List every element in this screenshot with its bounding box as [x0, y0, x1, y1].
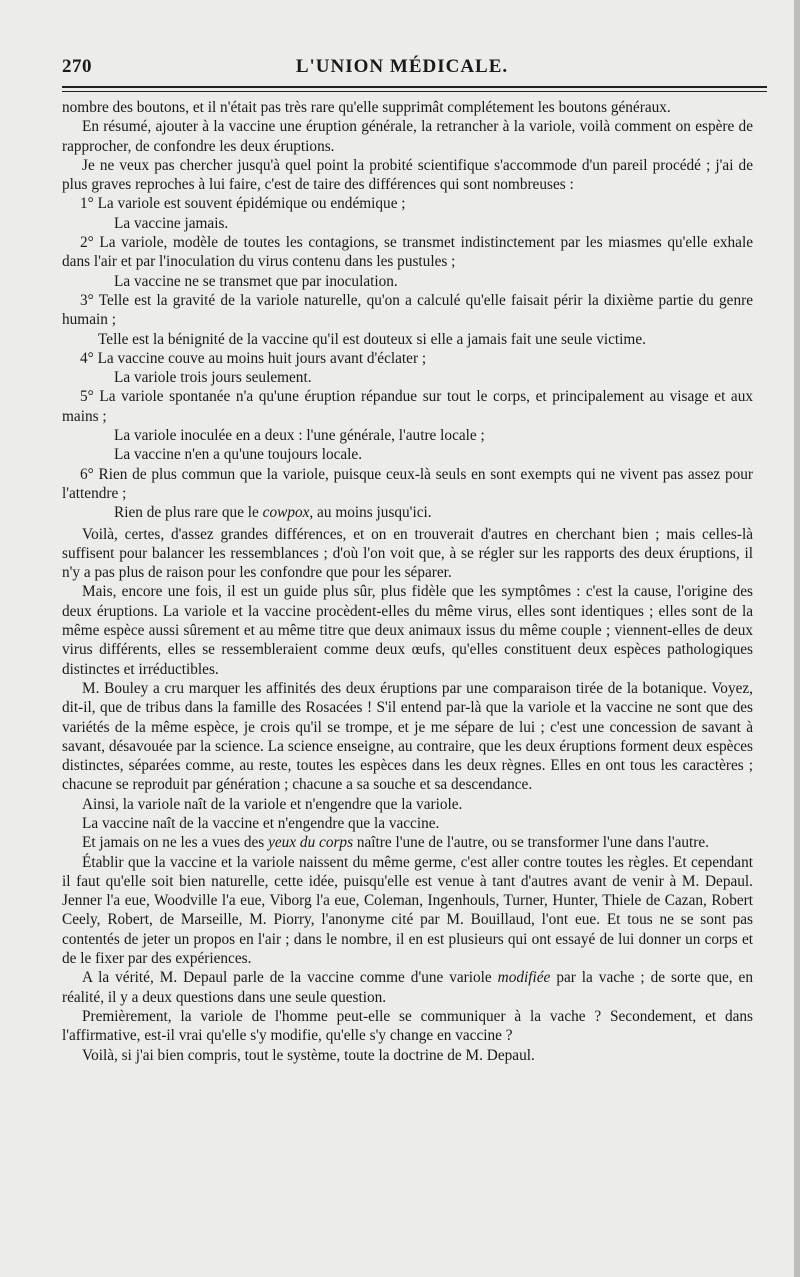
paragraph: Ainsi, la variole naît de la variole et n'engendre que la variole. [82, 795, 463, 813]
paragraph: La vaccine naît de la vaccine et n'engendre que la vaccine. [82, 814, 440, 832]
page-header [62, 52, 762, 82]
paragraph: Mais, encore une fois, il est un guide plus sûr, plus fidèle que les symptômes : c'est la cause, l'origine des deux éruptions. La variole et la vaccine procèdent-elles du même virus, elles sont identiques ; elles sont de la même espèce aussi sûrement et au même titre que deux animaux issus du même couple ; viennent-elles de deux virus différents, elles se ressembleraient comme deux œufs, qu'elles constituent deux espèces pathologiques distinctes et irréductibles. [62, 583, 753, 678]
page-edge [794, 0, 800, 1277]
list-item-counterpoint: La vaccine jamais. [114, 214, 229, 232]
cowpox-term: cowpox [262, 504, 310, 522]
modified-term: modifiée [497, 969, 551, 987]
modified-text-after: par la vache ; de sorte que, en réalité, il y a deux questions dans une seule question. [62, 969, 753, 1006]
paragraph: Premièrement, la variole de l'homme peut-elle se communiquer à la vache ? Secondement, et dans l'affirmative, est-il vrai qu'elle s'y modifie, qu'elle s'y change en vaccine ? [62, 1007, 753, 1045]
header-rule [62, 86, 767, 92]
paragraph [62, 968, 753, 1007]
list-item-counterpoint: La vaccine ne se transmet que par inoculation. [114, 272, 398, 290]
paragraph [62, 833, 753, 852]
list-item-counterpoint: La variole trois jours seulement. [114, 369, 312, 387]
list-item: 2° La variole, modèle de toutes les contagions, se transmet indistinctement par les miasmes qu'elle exhale dans l'air et par l'inoculation du virus contenu dans les pustules ; [62, 234, 753, 271]
paragraph: Voilà, certes, d'assez grandes différences, et on en trouverait d'autres en cherchant bien ; mais celles-là suffisent pour balancer les ressemblances ; d'où l'on voit que, à se régler sur les rapports des deux éruptions, il n'y a pas plus de raison pour les confondre que pour les séparer. [62, 525, 753, 582]
page-number: 270 [62, 56, 92, 77]
list-item: 4° La vaccine couve au moins huit jours avant d'éclater ; [80, 349, 427, 367]
list-item: 6° Rien de plus commun que la variole, puisque ceux-là seuls en sont exempts qui ne vivent pas assez pour l'attendre ; [62, 465, 753, 502]
paragraph: Voilà, si j'ai bien compris, tout le système, toute la doctrine de M. Depaul. [82, 1046, 535, 1064]
eyes-term: yeux du corps [268, 834, 354, 852]
cowpox-text-after: , au moins jusqu'ici. [309, 504, 432, 522]
paragraph: M. Bouley a cru marquer les affinités des deux éruptions par une comparaison tirée de la botanique. Voyez, dit-il, que de tribus dans la famille des Rosacées ! S'il entend par-là que la variole et la vaccine ne sont que des variétés de la même espèce, je crois qu'il se trompe, et je me sépare de lui ; c'est une concession de savant à savant, désavouée par la science. La science enseigne, au contraire, que les deux éruptions forment deux espèces distinctes, séparées comme, au reste, toutes les espèces dans les deux règnes. Elles en ont tous les caractères ; chacune se reproduit par génération ; chacune a sa souche et sa descendance. [62, 679, 753, 794]
eyes-text-before: Et jamais on ne les a vues des [82, 834, 269, 852]
eyes-text-after: naître l'une de l'autre, ou se transformer l'une dans l'autre. [353, 834, 709, 852]
body-text [62, 98, 753, 1065]
paragraph: Établir que la vaccine et la variole naissent du même germe, c'est aller contre toutes les règles. Et cependant il faut qu'elle soit bien naturelle, cette idée, puisqu'elle est venue à tant d'autres avant de venir à M. Depaul. Jenner l'a eue, Woodville l'a eue, Viborg l'a eue, Coleman, Ingenhouls, Turner, Hunter, Thiele de Cazan, Robert Ceely, Robert, de Marseille, M. Piorry, l'anonyme cité par M. Bouillaud, l'ont eue. Et tous ne se sont pas contentés de jeter un propos en l'air ; dans le nombre, il en est plusieurs qui ont essayé de lui donner un corps et de le fixer par des expériences. [62, 853, 753, 968]
list-item-counterpoint [62, 503, 753, 522]
list-item-counterpoint: Telle est la bénignité de la vaccine qu'il est douteux si elle a jamais fait une seule victime. [98, 330, 646, 348]
list-item-counterpoint: La variole inoculée en a deux : l'une générale, l'autre locale ; [114, 427, 485, 445]
list-item: 5° La variole spontanée n'a qu'une éruption répandue sur tout le corps, et principalement au visage et aux mains ; [62, 388, 753, 425]
modified-text-before: A la vérité, M. Depaul parle de la vaccine comme d'une variole [82, 969, 498, 987]
paragraph: nombre des boutons, et il n'était pas très rare qu'elle supprimât complétement les boutons généraux. [62, 99, 671, 116]
paragraph: Je ne veux pas chercher jusqu'à quel point la probité scientifique s'accommode d'un pareil procédé ; j'ai de plus graves reproches à lui faire, c'est de taire des différences qui sont nombreuses : [62, 156, 753, 194]
list-item-counterpoint: La vaccine n'en a qu'une toujours locale. [114, 446, 363, 464]
list-item: 3° Telle est la gravité de la variole naturelle, qu'on a calculé qu'elle faisait périr la dixième partie du genre humain ; [62, 291, 753, 329]
paragraph: En résumé, ajouter à la vaccine une éruption générale, la retrancher à la variole, voilà comment on espère de rapprocher, de confondre les deux éruptions. [62, 118, 753, 155]
running-title: L'UNION MÉDICALE. [295, 56, 509, 77]
list-item: 1° La variole est souvent épidémique ou endémique ; [80, 195, 406, 213]
cowpox-text-before: Rien de plus rare que le [114, 504, 263, 522]
